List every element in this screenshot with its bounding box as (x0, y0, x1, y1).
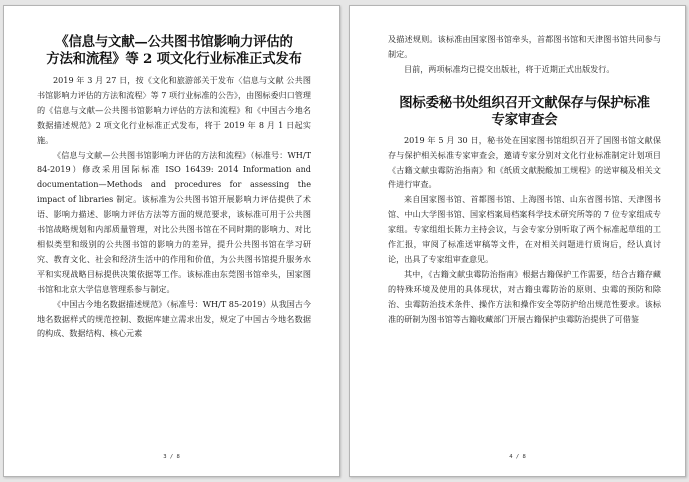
left-title-line-1: 《信息与文献—公共图书馆影响力评估的 (55, 34, 293, 50)
right-paragraph-3: 其中，《古籍文献虫霉防治指南》根据古籍保护工作需要，结合古籍存藏的特殊环境及使用的具体现状，对古籍虫霉防治的原则、虫霉的预防和除治、虫霉防治技术条件、操作方法和操作安全等防护给出规范性要求。该标准的研制为图书馆等古籍收藏部门开展古籍保护虫霉防治提供了可借鉴 (388, 268, 661, 324)
left-paragraph-2: 《信息与文献—公共图书馆影响力评估的方法和流程》（标准号：WH/T 84-2019）修改采用国际标准 ISO 16439: 2014 Information and documentation—Methods and procedures for assessing the impact of libraries 制定。该标准为公共图书馆开展影响力评估提供了术语、影响力描述、影响力评估方法等方面的规范要求，该标准可用于公共图书馆战略规划和内部质量管理，对比公共图书馆在不同时期的影响力、对比相似类型和级别的公共图书馆的影响力的差异，提升公共图书馆在学习研究、教育文化、社会和经济生活中的作用和价值，为公共图书馆提升服务水平和实现战略目标提供决策依据等工作。该标准由东莞图书馆牵头，国家图书馆和北京大学信息管理系参与制定。 (37, 149, 311, 294)
document-page-3 (3, 5, 340, 477)
left-paragraph-1: 2019 年 3 月 27 日，按《文化和旅游部关于发布〈信息与文献 公共图书馆影响力评估的方法和流程〉等 7 项行业标准的公告》，由图标委归口管理的《信息与文献—公共图书馆影响力评估的方法和流程》和《中国古今地名数据描述规范》2 项文化行业标准正式发布，将于 2019 年 8 月 1 日起实施。 (37, 75, 311, 145)
page-3-content (37, 6, 311, 341)
document-page-4 (349, 5, 686, 477)
right-carryover-paragraph: 及描述规则。该标准由国家图书馆牵头，首都图书馆和天津图书馆共同参与制定。 (388, 34, 661, 59)
right-paragraph-2: 来自国家图书馆、首都图书馆、上海图书馆、山东省图书馆、天津图书馆、中山大学图书馆、国家档案局档案科学技术研究所等的 7 位专家组成专家组。专家组组长陈力主持会议，与会专家分别听取了两个标准起草组的工作汇报，审阅了标准送审稿等文件，在对相关问题进行质询后，经认真讨论，出具了专家组审查意见。 (388, 194, 661, 264)
right-title-line-1: 图标委秘书处组织召开文献保存与保护标准 (399, 94, 650, 111)
left-paragraph-3: 《中国古今地名数据描述规范》（标准号：WH/T 85-2019）从我国古今地名数据样式的规范控制、数据库建立需求出发，规定了中国古今地名数据的构成、数据结构、核心元素 (37, 298, 312, 339)
page-number-3: 3 / 8 (163, 454, 180, 460)
page-number-4: 4 / 8 (509, 454, 526, 460)
right-title-line-2: 专家审查会 (491, 111, 558, 128)
right-paragraph-1: 2019 年 5 月 30 日，秘书处在国家图书馆组织召开了国图书馆文献保存与保护相关标准专家审查会，邀请专家分别对文化行业标准制定计划项目《古籍文献虫霉防治指南》和《纸质文献脱酸加工规程》的送审稿及相关文件进行审查。 (388, 134, 661, 190)
page-4-content (388, 6, 661, 327)
left-title-line-2: 方法和流程》等 2 项文化行业标准正式发布 (46, 51, 302, 67)
right-status-paragraph: 目前，两项标准均已提交出版社，将于近期正式出版发行。 (404, 63, 615, 74)
